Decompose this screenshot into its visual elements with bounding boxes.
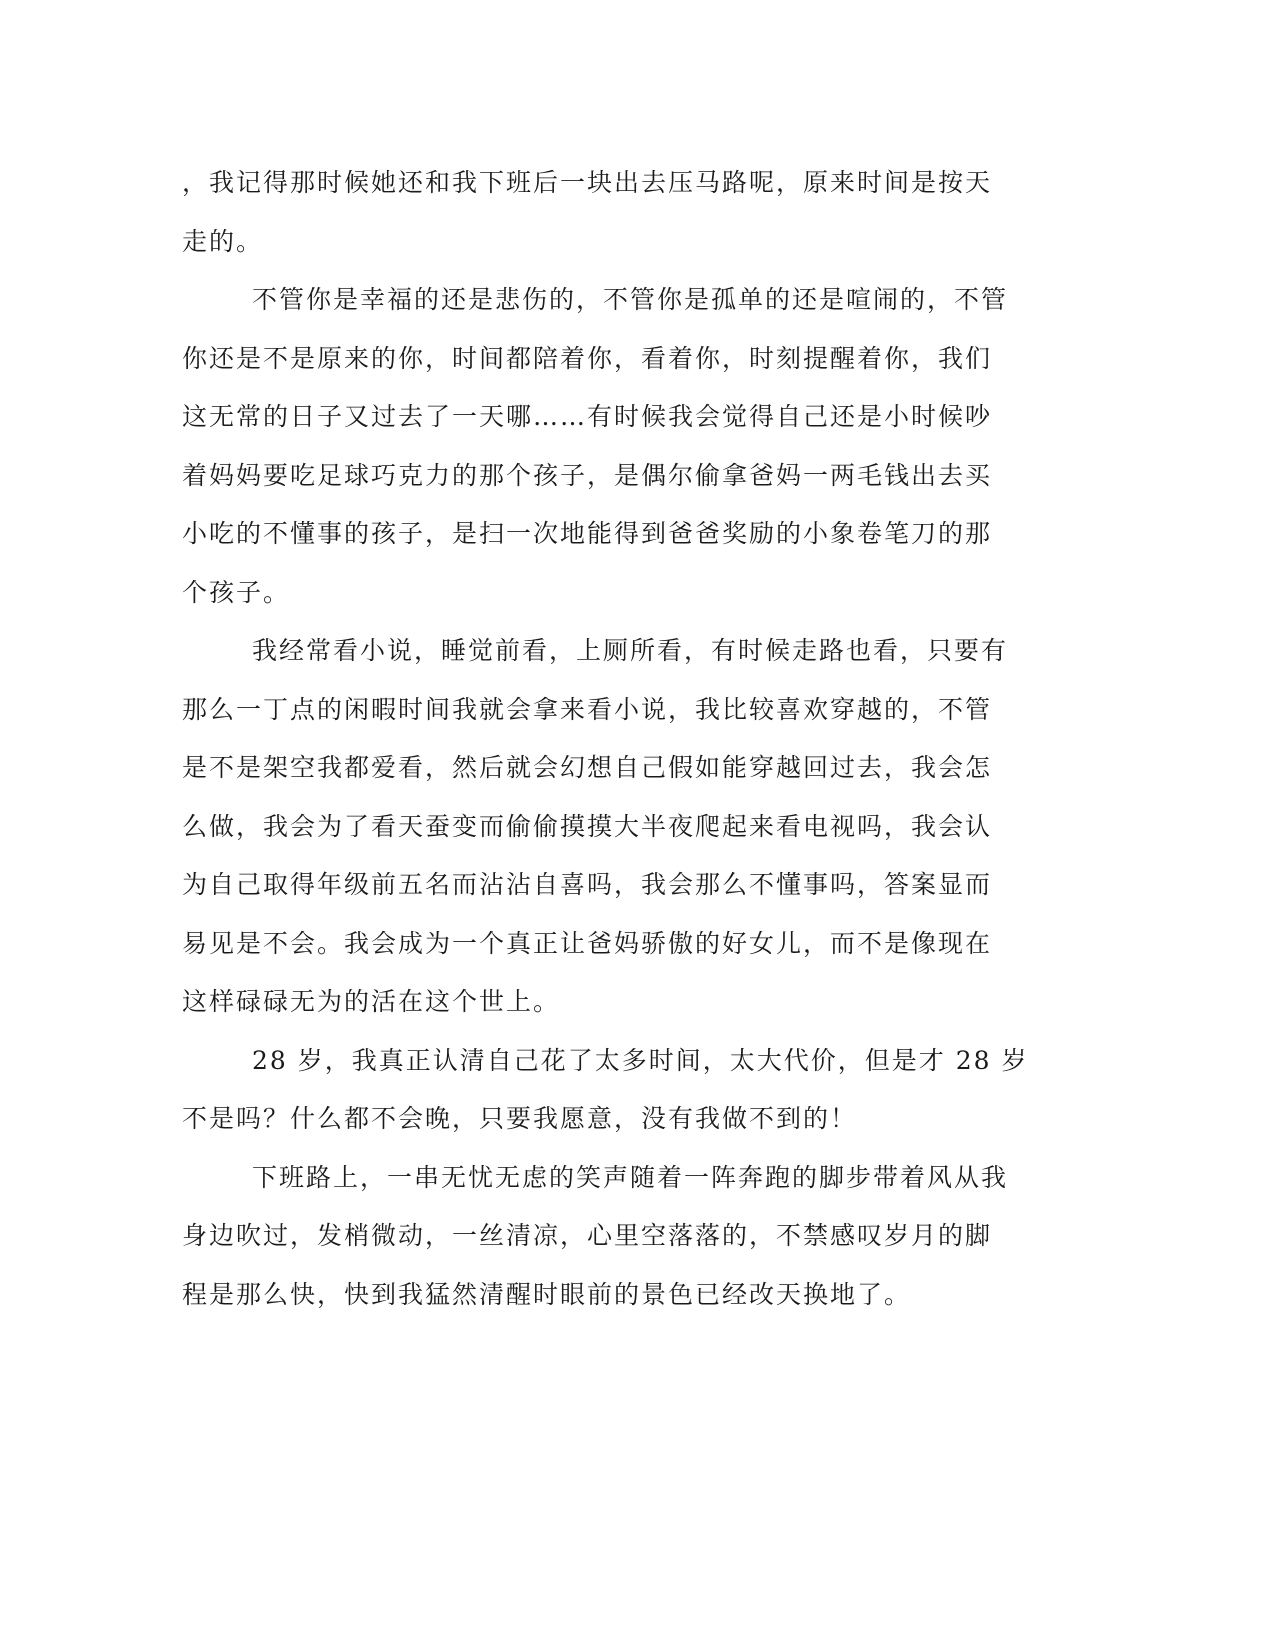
text-line: 走的。 (182, 226, 264, 256)
text-line: 不是吗？什么都不会晚，只要我愿意，没有我做不到的！ (182, 1104, 858, 1133)
text-line: 不管你是幸福的还是悲伤的，不管你是孤单的还是喧闹的，不管 (252, 285, 1009, 314)
text-line: 小吃的不懂事的孩子，是扫一次地能得到爸爸奖励的小象卷笔刀的那 (182, 519, 993, 548)
text-line: 身边吹过，发梢微动，一丝清凉，心里空落落的，不禁感叹岁月的脚 (182, 1221, 993, 1250)
document-body (182, 154, 1042, 1324)
text-line: 我经常看小说，睡觉前看，上厕所看，有时候走路也看，只要有 (252, 636, 1009, 665)
paragraph (182, 154, 1042, 271)
text-line: 这无常的日子又过去了一天哪……有时候我会觉得自己还是小时候吵 (182, 402, 993, 431)
text-line: 个孩子。 (182, 577, 291, 607)
text-line: 28 岁，我真正认清自己花了太多时间，太大代价，但是才 28 岁 (252, 1045, 1029, 1075)
text-line: 下班路上，一串无忧无虑的笑声随着一阵奔跑的脚步带着风从我 (252, 1162, 1009, 1192)
paragraph (182, 1149, 1042, 1325)
paragraph (182, 1032, 1042, 1149)
text-line: 易见是不会。我会成为一个真正让爸妈骄傲的好女儿，而不是像现在 (182, 928, 993, 958)
text-line: 是不是架空我都爱看，然后就会幻想自己假如能穿越回过去，我会怎 (182, 753, 993, 782)
text-line: 那么一丁点的闲暇时间我就会拿来看小说，我比较喜欢穿越的，不管 (182, 694, 993, 724)
text-line: ，我记得那时候她还和我下班后一块出去压马路呢，原来时间是按天 (182, 168, 993, 197)
paragraph (182, 271, 1042, 622)
text-line: 着妈妈要吃足球巧克力的那个孩子，是偶尔偷拿爸妈一两毛钱出去买 (182, 460, 993, 490)
text-line: 程是那么快，快到我猛然清醒时眼前的景色已经改天换地了。 (182, 1279, 912, 1309)
text-line: 么做，我会为了看天蚕变而偷偷摸摸大半夜爬起来看电视吗，我会认 (182, 811, 993, 841)
paragraph (182, 622, 1042, 1032)
text-line: 这样碌碌无为的活在这个世上。 (182, 987, 561, 1016)
text-line: 你还是不是原来的你，时间都陪着你，看着你，时刻提醒着你，我们 (182, 343, 993, 373)
text-line: 为自己取得年级前五名而沾沾自喜吗，我会那么不懂事吗，答案显而 (182, 870, 993, 899)
